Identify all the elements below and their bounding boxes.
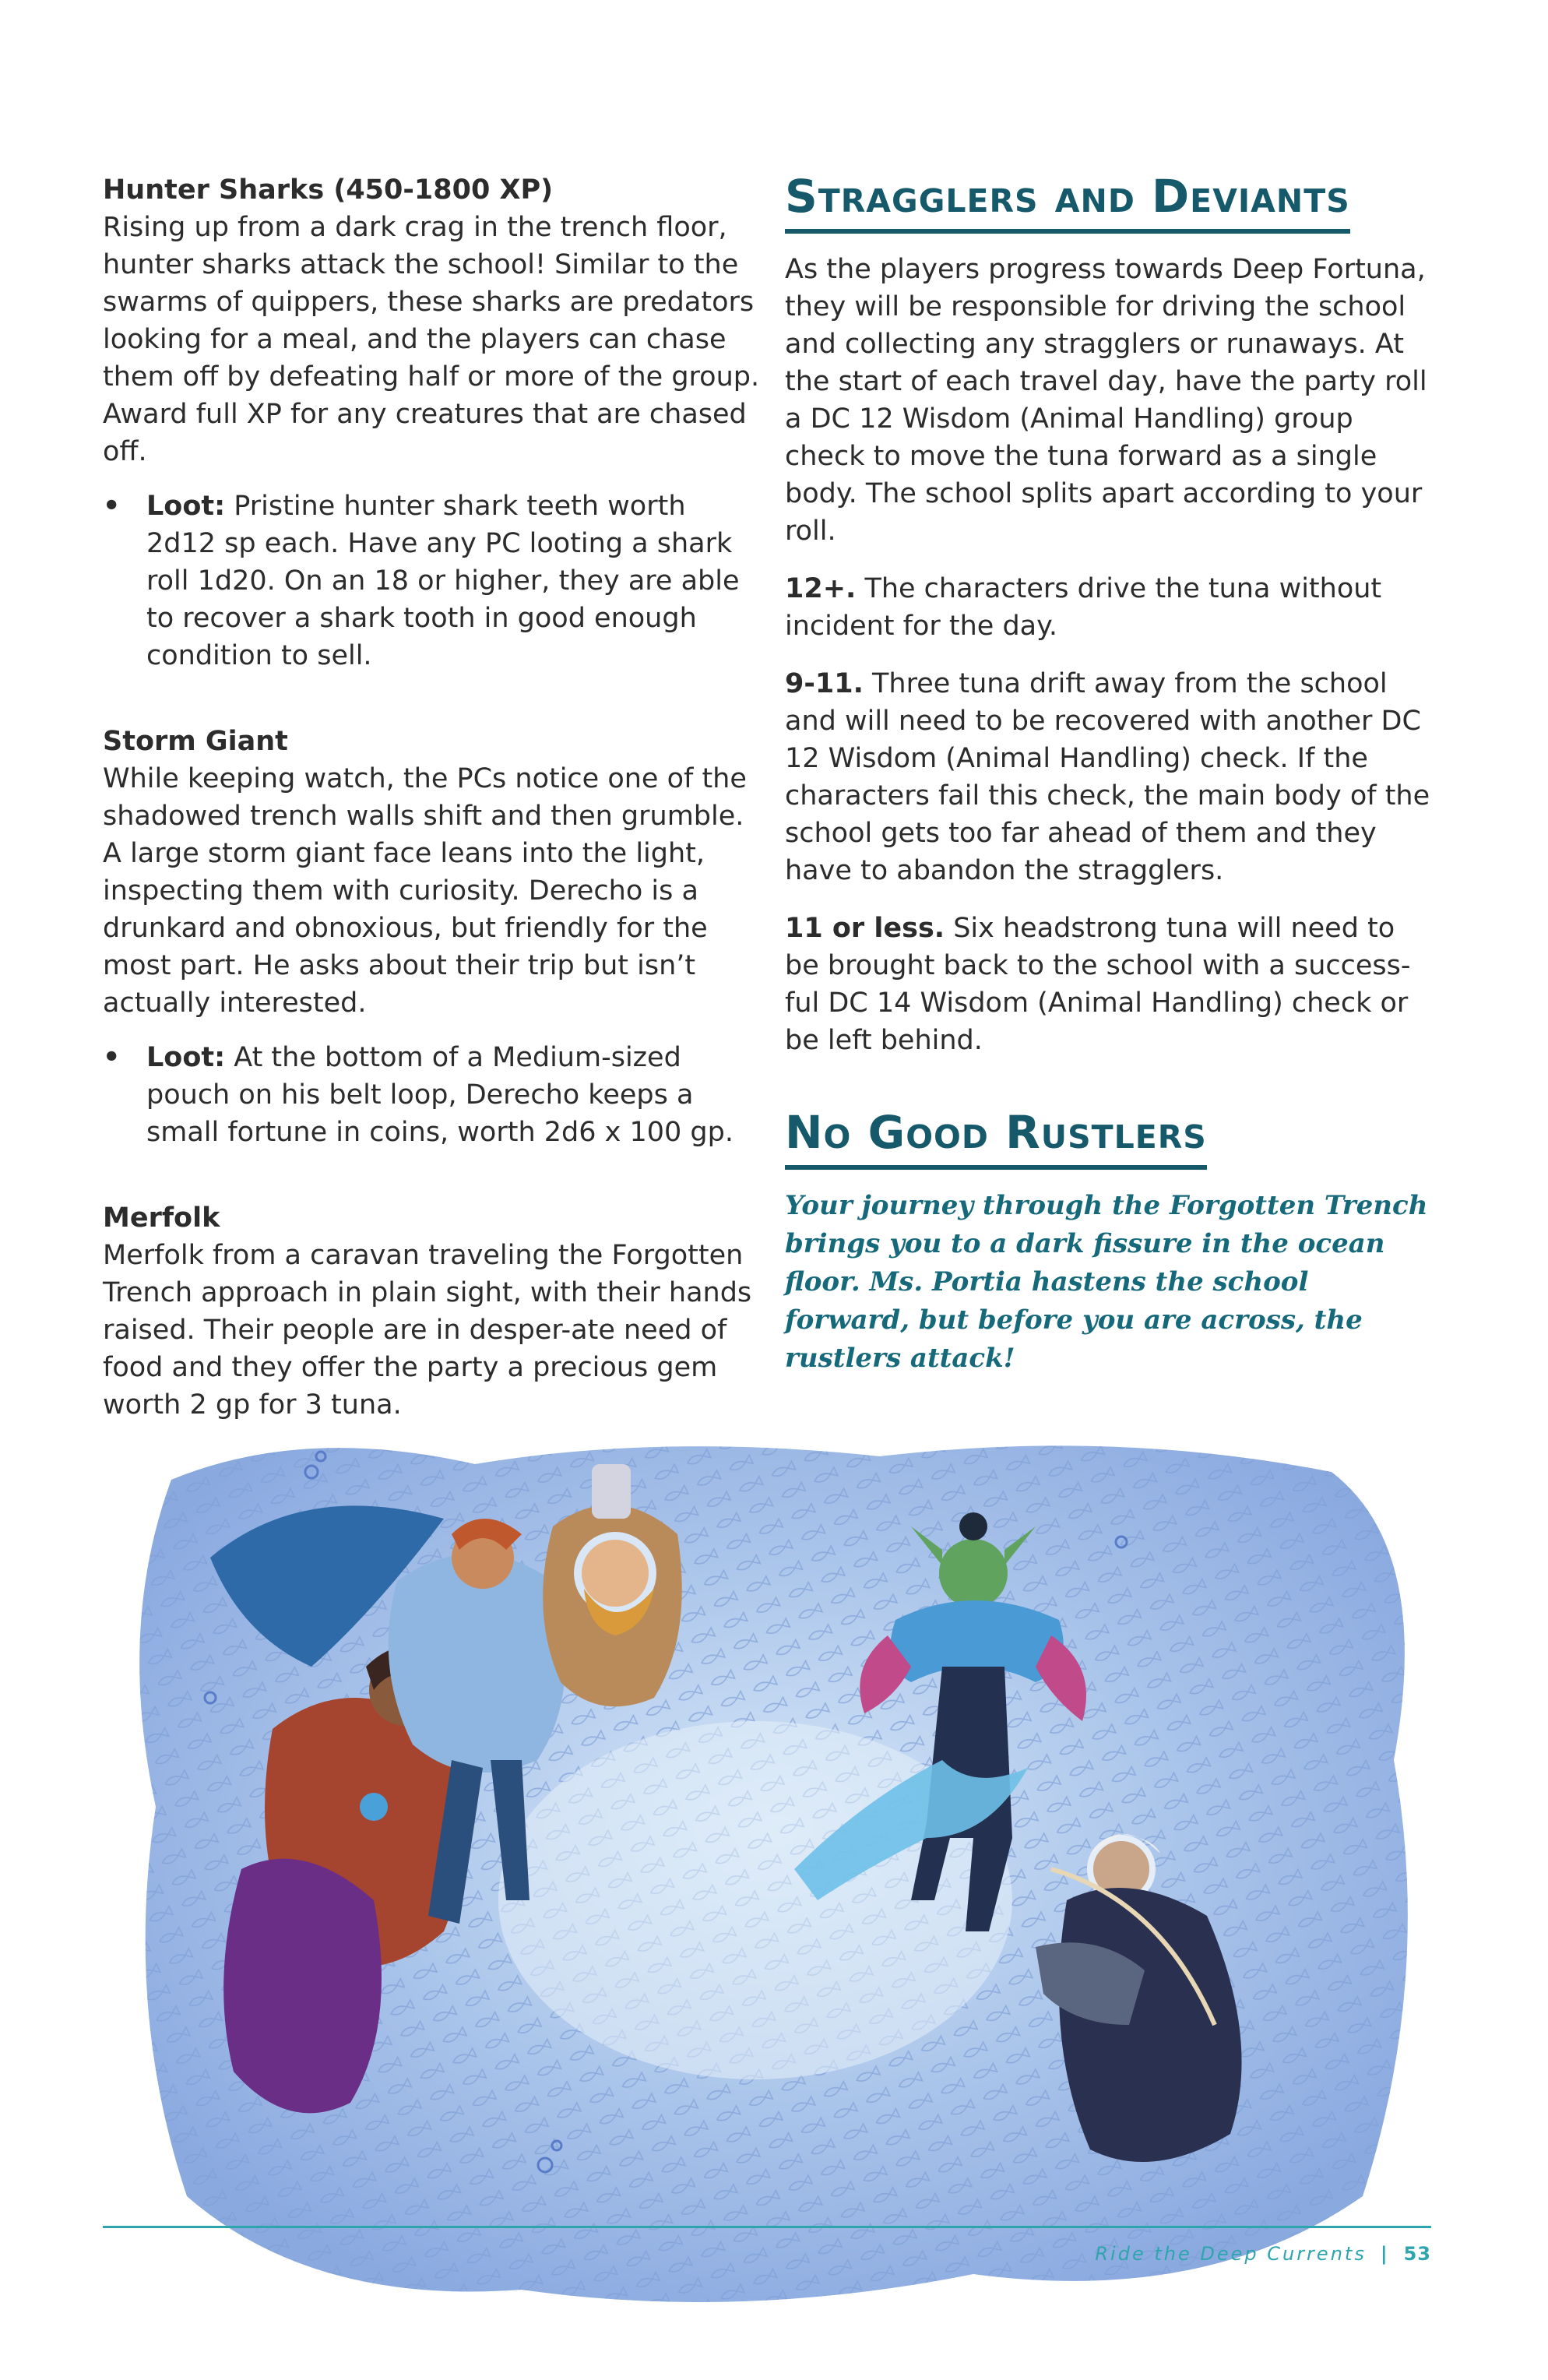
heading-stragglers-wrap [785, 171, 1431, 234]
loot-bullet [103, 488, 761, 674]
result-text: Six headstrong tuna will need to be brought back to the school with a success-ful DC 14 Wisdom (Animal Handling) check or be left behind. [785, 913, 1411, 1056]
loot-label: Loot: [146, 491, 226, 522]
result-label: 12+. [785, 573, 857, 604]
section-hunter-sharks [103, 171, 761, 674]
heading-stragglers: Stragglers and Deviants [785, 171, 1350, 234]
loot-text [146, 1039, 761, 1151]
footer-book-title: Ride the Deep Currents [1095, 2243, 1367, 2265]
illustration-party-underwater [117, 1433, 1441, 2336]
stragglers-intro: As the players progress towards Deep Fortuna, they will be responsible for driving the school and collecting any stragglers or runaways. At the start of each travel day, have the party roll a DC 12 Wisdom (Animal Handling) group check to move the tuna forward as a single body. The school splits apart according to your roll. [785, 254, 1427, 547]
section-heading: Storm Giant [103, 726, 288, 757]
loot-description: At the bottom of a Medium-sized pouch on his belt loop, Derecho keeps a small fortune in coins, worth 2d6 x 100 gp. [146, 1042, 734, 1148]
section-heading: Merfolk [103, 1202, 220, 1234]
page-number: 53 [1403, 2243, 1431, 2265]
result-label: 9-11. [785, 668, 864, 699]
read-aloud-text: Your journey through the Forgotten Trench brings you to a dark fissure in the ocean floor. Ms. Portia hastens the school forward, but before you are across, the rustlers attack! [785, 1190, 1428, 1374]
right-column [785, 171, 1431, 1378]
section-merfolk [103, 1199, 761, 1424]
heading-rustlers: No Good Rustlers [785, 1107, 1207, 1170]
bullet-icon: • [103, 1042, 121, 1073]
result-12-plus [785, 570, 1431, 645]
section-body: Merfolk from a caravan traveling the Forgotten Trench approach in plain sight, with their hands raised. Their people are in desper-ate need of food and they offer the party a precious gem worth 2 gp for 3 tuna. [103, 1240, 752, 1421]
footer-rule [103, 2226, 1431, 2228]
result-9-11 [785, 665, 1431, 889]
section-body: Rising up from a dark crag in the trench floor, hunter sharks attack the school! Similar to the swarms of quippers, these sharks are predators looking for a meal, and the players can chase them off by defeating half or more of the group. Award full XP for any creatures that are chased off. [103, 212, 760, 467]
result-text: Three tuna drift away from the school and will need to be recovered with another DC 12 Wisdom (Animal Handling) check. If the characters fail this check, the main body of the school gets too far ahead of them and they have to abandon the stragglers. [785, 668, 1430, 886]
bullet-icon: • [103, 491, 121, 522]
result-11-or-less [785, 910, 1431, 1059]
result-label: 11 or less. [785, 913, 945, 944]
section-storm-giant [103, 723, 761, 1151]
heading-rustlers-wrap [785, 1107, 1431, 1170]
result-text: The characters drive the tuna without incident for the day. [785, 573, 1382, 642]
loot-label: Loot: [146, 1042, 226, 1073]
left-column [103, 171, 761, 1424]
section-body: While keeping watch, the PCs notice one of the shadowed trench walls shift and then grumble. A large storm giant face leans into the light, inspecting them with curiosity. Derecho is a drunkard and obnoxious, but friendly for the most part. He asks about their trip but isn’t actually interested. [103, 763, 747, 1019]
footer-separator: | [1380, 2243, 1390, 2265]
loot-text [146, 488, 761, 674]
loot-description: Pristine hunter shark teeth worth 2d12 sp each. Have any PC looting a shark roll 1d20. On an 18 or higher, they are able to recover a shark tooth in good enough condition to sell. [146, 491, 740, 671]
loot-bullet [103, 1039, 761, 1151]
section-heading: Hunter Sharks (450-1800 XP) [103, 174, 554, 206]
page-footer [1095, 2243, 1431, 2265]
